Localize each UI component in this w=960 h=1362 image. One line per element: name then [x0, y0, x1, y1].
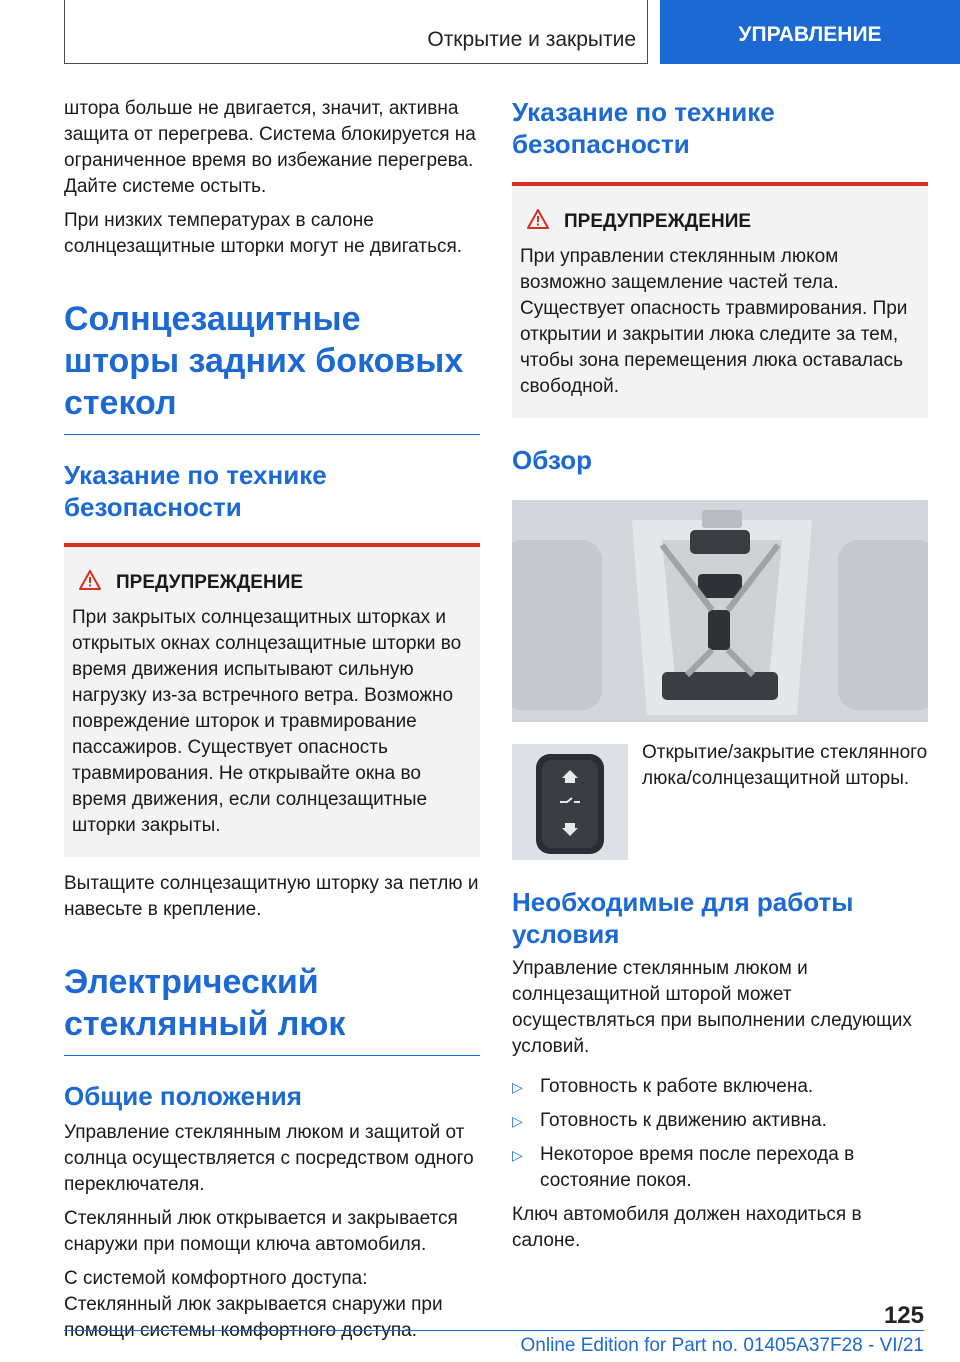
- requirements-intro: Управление стеклянным люком и солнцезащитной шторой может осуществляться при выполнении следующих условий.: [512, 958, 912, 1057]
- heading-general: Общие положения: [64, 1081, 302, 1111]
- heading-sunroof: Электрический стеклянный люк: [64, 961, 480, 1056]
- general-paragraph-2: Стеклянный люк открывается и закрывается снаружи при помощи ключа автомобиля.: [64, 1208, 458, 1255]
- heading-safety-right: Указание по технике безопасности: [512, 97, 775, 159]
- list-item: ▷ Некоторое время после перехода в состояние покоя.: [512, 1142, 928, 1194]
- page-number: 125: [883, 1302, 924, 1329]
- switch-row: [512, 744, 928, 860]
- general-paragraph-3: С системой комфортного доступа: Стеклянный люк закрывается снаружи при помощи системы комфортного доступа.: [64, 1268, 443, 1341]
- sunroof-switch-image: [512, 744, 628, 860]
- triangle-right-icon: ▷: [512, 1079, 523, 1095]
- section-title: Открытие и закрытие: [427, 28, 636, 51]
- warning-triangle-icon: [78, 569, 102, 597]
- triangle-right-icon: ▷: [512, 1113, 523, 1129]
- intro-paragraph-1: штора больше не двигается, значит, активна защита от перегрева. Система блокируется на ограниченное время во избежание перегрева. Дайте системе остыть.: [64, 98, 476, 197]
- footer-text: Online Edition for Part no. 01405A37F28 - VI/21: [520, 1335, 924, 1356]
- switch-caption: Открытие/закрытие стеклянного люка/солнцезащитной шторы.: [642, 742, 928, 789]
- list-item: ▷ Готовность к работе включена.: [512, 1074, 928, 1100]
- warning-triangle-icon: [526, 208, 550, 236]
- warning-title: ПРЕДУПРЕЖДЕНИЕ: [116, 572, 304, 593]
- pull-instruction: Вытащите солнцезащитную шторку за петлю и навесьте в крепление.: [64, 873, 479, 920]
- warning-text: При закрытых солнцезащитных шторках и открытых окнах солнцезащитные шторки во время движения испытывают сильную нагрузку из-за встречного ветра. Возможно повреждение шторок и травмирование пассажиров. Существует опасность травмирования. Не открывайте окна во время движения, если солнцезащитные шторки закрыты.: [72, 607, 462, 836]
- chapter-tab[interactable]: [660, 0, 960, 64]
- intro-paragraph-2: При низких температурах в салоне солнцезащитные шторки могут не двигаться.: [64, 210, 463, 257]
- heading-overview: Обзор: [512, 445, 592, 475]
- right-column: [512, 96, 928, 1262]
- heading-requirements: Необходимые для работы условия: [512, 887, 854, 949]
- heading-sunshades: Солнцезащитные шторы задних боковых стекол: [64, 298, 480, 435]
- key-note: Ключ автомобиля должен находиться в салоне.: [512, 1204, 862, 1251]
- warning-box-right: [512, 182, 928, 418]
- footer-edition: [64, 1330, 924, 1357]
- general-paragraph-1: Управление стеклянным люком и защитой от солнца осуществляется с посредством одного переключателя.: [64, 1122, 474, 1195]
- warning-box-left: [64, 543, 480, 857]
- left-column: [64, 96, 480, 1352]
- list-item: ▷ Готовность к движению активна.: [512, 1108, 928, 1134]
- warning-text: При управлении стеклянным люком возможно защемление частей тела. Существует опасность травмирования. При открытии и закрытии люка следите за тем, чтобы зона перемещения люка оставалась свободной.: [520, 246, 908, 397]
- warning-title: ПРЕДУПРЕЖДЕНИЕ: [564, 211, 752, 232]
- chapter-tab-label: УПРАВЛЕНИЕ: [738, 23, 882, 46]
- heading-safety-left: Указание по технике безопасности: [64, 460, 327, 522]
- triangle-right-icon: ▷: [512, 1147, 523, 1163]
- overhead-console-image: [512, 500, 928, 722]
